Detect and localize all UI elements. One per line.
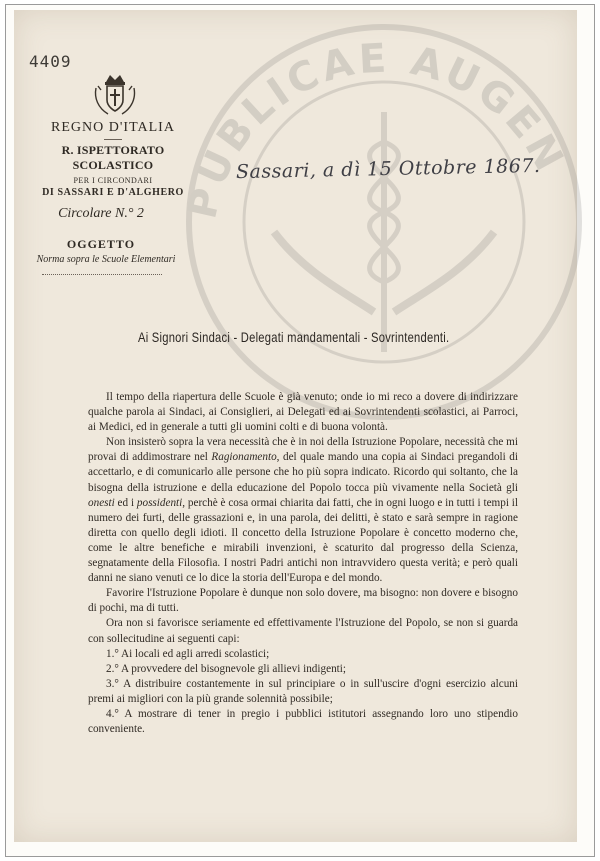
list-item: 4.° A mostrare di tener in pregio i pubblici istitutori assegnando loro uno stipendio conveniente. (88, 707, 518, 736)
office-title: R. ISPETTORATO SCOLASTICO (61, 143, 165, 172)
divider (104, 139, 122, 140)
watermark-seal (174, 22, 594, 422)
seal-inscription: PUBLICAE AUGEN (179, 35, 574, 223)
paragraph: Ora non si favorisce seriamente ed effettivamente l'Istruzione del Popolo, se non si guarda con sollecitudine ai seguenti capi: (88, 617, 518, 645)
archive-number-stamp: 4409 (29, 52, 72, 71)
subject-label: OGGETTO (66, 237, 136, 251)
document-page (14, 10, 577, 842)
paragraph: Non insisterò sopra la vera necessità che è in noi della Istruzione Popolare, necessità che mi provai di addimostrare nel Ragionamento, del quale mando una copia ai Sindaci pregandoli di accettarlo, e di comunicarlo alle persone che ho più sopra indicato. Ricordo qui soltanto, che la bisogna della istruzione e della educazione del Popolo tocca più vivamente nella Società gli onesti ed i possidenti, perchè è cosa ormai chiarita dai fatti, che in ogni luogo e in tutti i tempi il numero dei furti, delle grassazioni e, in una parola, dei delitti, è stato e sarà sempre in ragione diretta con quello degli idioti. Il concetto della Istruzione Popolare è concetto moderno che, come le altre benefiche e mirabili invenzioni, è scaturito dal progresso della Scienza, segnatamente della Filosofia. I nostri Padri antichi non intravvidero questa verità; e però quali danni ne siano venuti ce lo dice la storia dell'Europa e del mondo. (88, 436, 518, 585)
royal-crest-icon (92, 72, 138, 120)
subject-text: Norma sopra le Scuole Elementari (36, 254, 176, 265)
paragraph: Il tempo della riapertura delle Scuole è già venuto; onde io mi reco a dovere di indirizzare qualche parola ai Sindaci, ai Consiglieri, ai Delegati ed ai Sovrintendenti scolastici, ai Parroci, ai Medici, ed in generale a tutti gli uomini colti e di buona volontà. (88, 391, 518, 434)
kingdom-title: REGNO D'ITALIA (51, 120, 175, 135)
issuing-office (38, 120, 188, 198)
dotted-divider (42, 274, 162, 275)
addressee-heading: Ai Signori Sindaci - Delegati mandamentali - Sovrintendenti. (138, 329, 450, 345)
provinces-label: DI SASSARI E D'ALGHERO (42, 187, 184, 198)
circular-number: Circolare N.° 2 (58, 206, 144, 221)
list-item: 2.° A provvedere del bisognevole gli allievi indigenti; (106, 662, 346, 675)
handwritten-place-date: Sassari, a dì 15 Ottobre 1867. (235, 154, 541, 184)
districts-label: PER I CIRCONDARI (73, 176, 153, 185)
letter-body (88, 390, 518, 737)
paragraph: Favorire l'Istruzione Popolare è dunque non solo dovere, ma bisogno: non dovere e bisogno di pochi, ma di tutti. (88, 587, 518, 615)
list-item: 3.° A distribuire costantemente in sul principiare o in sull'uscire d'ogni esercizio alcuni premi ai migliori con la più grande solennità possibile; (88, 677, 518, 705)
list-item: 1.° Ai locali ed agli arredi scolastici; (106, 647, 270, 660)
